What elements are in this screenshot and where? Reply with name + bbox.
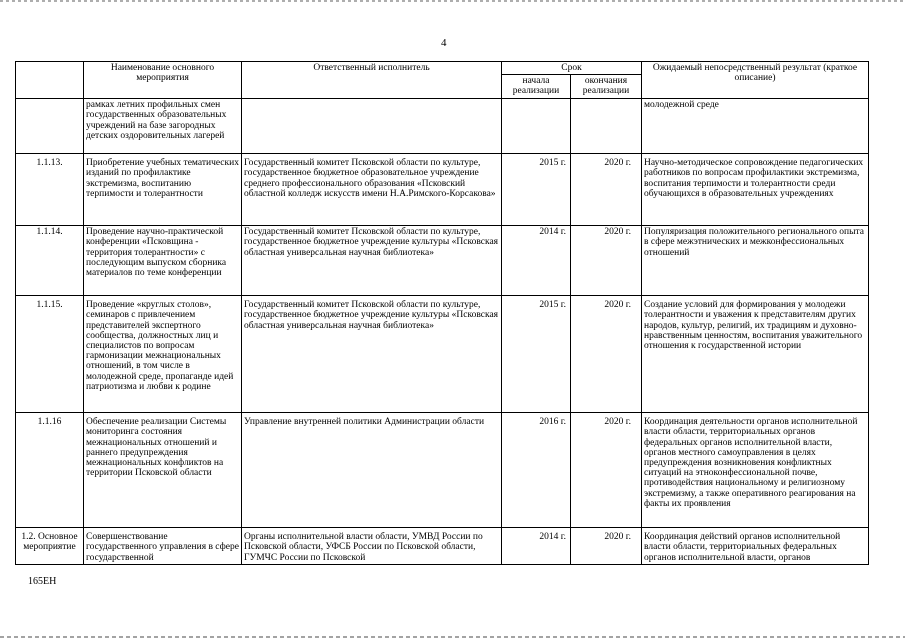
row-start: 2015 г. xyxy=(502,296,571,413)
table-row xyxy=(16,413,869,528)
row-name: Проведение «круглых столов», семинаров с привлечением представителей экспертного сообщества, должностных лиц и специалистов по вопросам гармонизации межнациональных отношений, в том числе в молодежной среде, пропаганде идей патриотизма и любви к родине xyxy=(84,296,242,413)
row-num: 1.1.14. xyxy=(16,226,84,296)
row-start xyxy=(502,99,571,154)
program-table xyxy=(15,61,869,565)
row-result: Научно-методическое сопровождение педагогических работников по вопросам профилактики экстремизма, воспитания терпимости и толерантности среди обучающихся в образовательных учреждениях xyxy=(642,154,869,226)
row-start: 2016 г. xyxy=(502,413,571,528)
row-result: молодежной среде xyxy=(642,99,869,154)
row-end: 2020 г. xyxy=(571,154,642,226)
header-num-cell xyxy=(16,62,84,99)
row-end: 2020 г. xyxy=(571,413,642,528)
header-end: окончания реализации xyxy=(571,75,642,99)
row-responsible: Управление внутренней политики Администрации области xyxy=(242,413,502,528)
footer-code: 165ЕН xyxy=(28,576,57,587)
row-responsible xyxy=(242,99,502,154)
row-end: 2020 г. xyxy=(571,226,642,296)
row-result: Популяризация положительного регионального опыта в сфере межэтнических и межконфессиональных отношений xyxy=(642,226,869,296)
header-result: Ожидаемый непосредственный результат (краткое описание) xyxy=(642,62,869,99)
row-name: Совершенствование государственного управления в сфере государственной xyxy=(84,528,242,565)
table-row xyxy=(16,99,869,154)
row-num: 1.2. Основное мероприятие xyxy=(16,528,84,565)
scan-edge-bottom xyxy=(0,636,905,638)
row-start: 2014 г. xyxy=(502,226,571,296)
row-responsible: Государственный комитет Псковской области по культуре, государственное бюджетное образовательное учреждение среднего профессионального образования «Псковский областной колледж искусств имени Н.А.Римского-Корсакова» xyxy=(242,154,502,226)
row-end xyxy=(571,99,642,154)
row-start: 2015 г. xyxy=(502,154,571,226)
row-name: рамках летних профильных смен государственных образовательных учреждений на базе загородных детских оздоровительных лагерей xyxy=(84,99,242,154)
row-responsible: Государственный комитет Псковской области по культуре, государственное бюджетное учреждение культуры «Псковская областная универсальная научная библиотека» xyxy=(242,296,502,413)
header-start: начала реализации xyxy=(502,75,571,99)
table-row xyxy=(16,528,869,565)
row-start: 2014 г. xyxy=(502,528,571,565)
scan-edge-top xyxy=(0,0,905,2)
row-responsible: Органы исполнительной власти области, УМВД России по Псковской области, УФСБ России по Псковской области, ГУМЧС России по Псковской xyxy=(242,528,502,565)
header-row xyxy=(16,62,869,75)
row-result: Координация деятельности органов исполнительной власти области, территориальных органов федеральных органов исполнительной власти, органов местного самоуправления в целях предупреждения возникновения конфликтных ситуаций на этноконфессиональной почве, противодействия национальному и религиозному экстремизму, а также оперативного реагирования на факты их проявления xyxy=(642,413,869,528)
row-num: 1.1.16 xyxy=(16,413,84,528)
row-responsible: Государственный комитет Псковской области по культуре, государственное бюджетное учреждение культуры «Псковская областная универсальная научная библиотека» xyxy=(242,226,502,296)
row-end: 2020 г. xyxy=(571,528,642,565)
row-result: Создание условий для формирования у молодежи толерантности и уважения к представителям других народов, культур, религий, их традициям и духовно-нравственным ценностям, воспитания уважительного отношения к государственной истории xyxy=(642,296,869,413)
header-name: Наименование основного мероприятия xyxy=(84,62,242,99)
row-num: 1.1.15. xyxy=(16,296,84,413)
table-row xyxy=(16,226,869,296)
header-responsible: Ответственный исполнитель xyxy=(242,62,502,99)
row-result: Координация действий органов исполнительной власти области, территориальных федеральных органов исполнительной власти, органов xyxy=(642,528,869,565)
row-end: 2020 г. xyxy=(571,296,642,413)
header-term: Срок xyxy=(502,62,642,75)
row-num: 1.1.13. xyxy=(16,154,84,226)
row-name: Проведение научно-практической конференции «Псковщина - территория толерантности» с последующим выпуском сборника материалов по теме конференции xyxy=(84,226,242,296)
row-name: Обеспечение реализации Системы мониторинга состояния межнациональных отношений и раннего предупреждения межнациональных конфликтов на территории Псковской области xyxy=(84,413,242,528)
page-number: 4 xyxy=(441,37,447,49)
table-row xyxy=(16,154,869,226)
table-row xyxy=(16,296,869,413)
row-num xyxy=(16,99,84,154)
row-name: Приобретение учебных тематических изданий по профилактике экстремизма, воспитанию терпимости и толерантности xyxy=(84,154,242,226)
